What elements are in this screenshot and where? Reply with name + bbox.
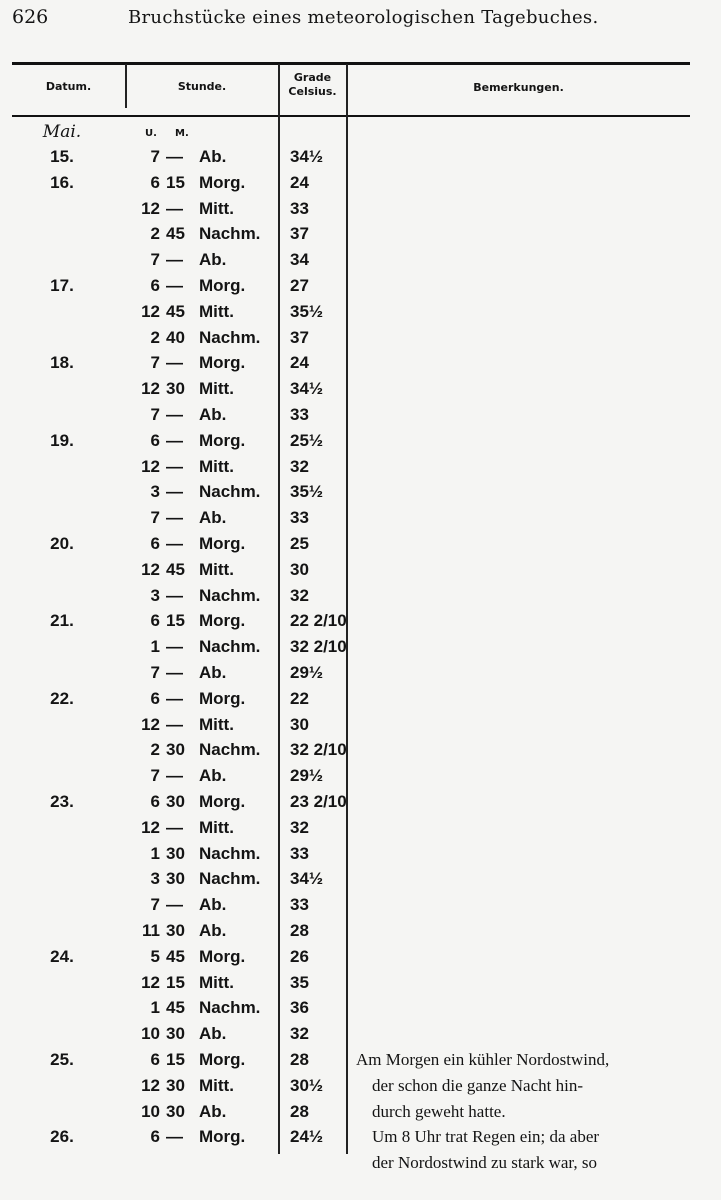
row-date: 21. (50, 611, 74, 631)
row-minute: 30 (166, 843, 185, 863)
row-daypart: Nachm. (199, 843, 261, 863)
row-remark: Am Morgen ein kühler Nordostwind, (356, 1050, 610, 1069)
row-temperature: 29½ (290, 766, 324, 786)
row-date: 19. (50, 430, 74, 450)
table-row (0, 328, 721, 354)
row-temperature: 34½ (290, 869, 324, 889)
table-row (0, 1127, 721, 1153)
header-grade-line2: Celsius. (288, 85, 337, 98)
row-daypart: Nachm. (199, 482, 261, 502)
row-temperature: 33 (290, 895, 309, 915)
row-minute: 30 (166, 921, 185, 940)
row-temperature: 33 (290, 198, 309, 218)
table-row (0, 766, 721, 792)
row-hour: 12 (141, 714, 160, 734)
row-hour: 1 (150, 843, 160, 863)
table-row (0, 973, 721, 999)
row-minute: 45 (166, 559, 185, 579)
header-grade-line1: Grade (293, 71, 332, 84)
row-hour: 6 (150, 1050, 160, 1069)
row-temperature: 33 (290, 843, 309, 863)
row-daypart: Ab. (199, 766, 227, 786)
table-row (0, 302, 721, 328)
row-daypart: Morg. (199, 1127, 246, 1147)
row-minute: — (166, 508, 183, 528)
row-daypart: Nachm. (199, 869, 261, 889)
row-hour: 12 (141, 817, 160, 837)
row-daypart: Mitt. (199, 972, 234, 992)
row-hour: 5 (150, 946, 160, 966)
row-daypart: Mitt. (199, 559, 234, 579)
table-row (0, 276, 721, 302)
row-remark: durch geweht hatte. (372, 1101, 506, 1121)
table-row (0, 637, 721, 663)
table-row (0, 482, 721, 508)
row-temperature: 30 (290, 714, 309, 734)
row-date: 22. (50, 688, 74, 708)
row-daypart: Mitt. (199, 817, 234, 837)
row-hour: 12 (141, 198, 160, 218)
row-temperature: 33 (290, 508, 309, 528)
row-hour: 3 (150, 869, 160, 889)
row-temperature: 30 (290, 559, 309, 579)
row-daypart: Nachm. (199, 740, 261, 760)
row-temperature: 28 (290, 1050, 309, 1069)
table-row (0, 586, 721, 612)
row-daypart: Ab. (199, 1024, 227, 1044)
row-hour: 12 (141, 559, 160, 579)
row-minute: — (166, 585, 183, 605)
row-minute: — (166, 637, 183, 657)
table-header-rule (12, 115, 690, 117)
row-hour: 10 (141, 1024, 160, 1044)
row-minute: — (166, 250, 183, 270)
row-daypart: Mitt. (199, 379, 234, 399)
month-label: Mai. (42, 122, 82, 142)
row-hour: 7 (150, 405, 160, 424)
table-row (0, 379, 721, 405)
row-temperature: 27 (290, 276, 309, 295)
header-stunde: Stunde. (177, 80, 227, 93)
table-row (0, 1076, 721, 1102)
row-hour: 7 (150, 895, 160, 915)
table-row (0, 869, 721, 895)
unit-minute: M. (175, 128, 189, 139)
row-temperature: 32 (290, 1024, 309, 1044)
row-daypart: Morg. (199, 611, 246, 631)
header-grade-celsius (279, 71, 346, 99)
row-daypart: Ab. (199, 921, 227, 940)
row-minute: 30 (166, 792, 185, 811)
row-minute: — (166, 895, 183, 915)
row-hour: 3 (150, 482, 160, 502)
table-row (0, 689, 721, 715)
table-row (0, 431, 721, 457)
row-temperature: 22 (290, 688, 309, 708)
row-hour: 6 (150, 430, 160, 450)
row-temperature: 32 2/10 (290, 637, 347, 657)
row-temperature: 29½ (290, 663, 324, 682)
units-row (0, 124, 721, 142)
row-date: 15. (50, 147, 74, 166)
row-minute: 30 (166, 1024, 185, 1044)
row-daypart: Ab. (199, 250, 227, 270)
row-temperature: 35½ (290, 482, 324, 502)
row-hour: 6 (150, 1127, 160, 1147)
row-hour: 1 (150, 637, 160, 657)
row-temperature: 25½ (290, 430, 324, 450)
row-temperature: 32 (290, 456, 309, 476)
row-daypart: Morg. (199, 534, 246, 553)
row-temperature: 32 (290, 585, 309, 605)
row-daypart: Nachm. (199, 637, 261, 657)
row-daypart: Morg. (199, 946, 246, 966)
row-hour: 6 (150, 792, 160, 811)
row-daypart: Mitt. (199, 198, 234, 218)
row-minute: 45 (166, 224, 185, 244)
row-minute: 15 (166, 611, 185, 631)
table-row (0, 457, 721, 483)
row-daypart: Morg. (199, 430, 246, 450)
table-row (0, 740, 721, 766)
row-hour: 7 (150, 766, 160, 786)
row-date: 16. (50, 172, 74, 192)
row-temperature: 34½ (290, 147, 324, 166)
row-hour: 12 (141, 379, 160, 399)
row-hour: 6 (150, 534, 160, 553)
row-date: 17. (50, 276, 74, 295)
row-hour: 12 (141, 301, 160, 321)
row-hour: 6 (150, 172, 160, 192)
row-remark: Um 8 Uhr trat Regen ein; da aber (372, 1127, 600, 1147)
row-hour: 7 (150, 663, 160, 682)
row-temperature: 36 (290, 998, 309, 1018)
row-daypart: Morg. (199, 276, 246, 295)
table-row (0, 1050, 721, 1076)
table-row (0, 792, 721, 818)
row-minute: — (166, 405, 183, 424)
table-row (0, 173, 721, 199)
row-daypart: Ab. (199, 895, 227, 915)
row-temperature: 26 (290, 946, 309, 966)
row-remark: der Nordostwind zu stark war, so (372, 1153, 597, 1173)
row-minute: 40 (166, 327, 185, 347)
row-minute: — (166, 482, 183, 502)
row-minute: — (166, 147, 183, 166)
row-minute: — (166, 430, 183, 450)
row-temperature: 37 (290, 327, 309, 347)
row-daypart: Morg. (199, 792, 246, 811)
row-minute: 45 (166, 998, 185, 1018)
row-daypart: Nachm. (199, 327, 261, 347)
row-minute: — (166, 456, 183, 476)
row-minute: 15 (166, 1050, 185, 1069)
row-hour: 7 (150, 250, 160, 270)
table-top-rule (12, 62, 690, 65)
row-hour: 2 (150, 740, 160, 760)
table-row (0, 405, 721, 431)
row-minute: 30 (166, 869, 185, 889)
header-datum: Datum. (45, 80, 92, 93)
table-row (0, 947, 721, 973)
row-temperature: 28 (290, 1101, 309, 1121)
row-temperature: 32 2/10 (290, 740, 347, 760)
row-hour: 6 (150, 276, 160, 295)
row-date: 20. (50, 534, 74, 553)
row-temperature: 37 (290, 224, 309, 244)
row-hour: 6 (150, 611, 160, 631)
row-hour: 12 (141, 456, 160, 476)
row-daypart: Mitt. (199, 301, 234, 321)
row-hour: 3 (150, 585, 160, 605)
row-temperature: 23 2/10 (290, 792, 347, 811)
row-minute: 15 (166, 172, 185, 192)
row-temperature: 24 (290, 353, 309, 373)
row-temperature: 28 (290, 921, 309, 940)
row-daypart: Morg. (199, 1050, 246, 1069)
row-daypart: Mitt. (199, 714, 234, 734)
header-bemerkungen: Bemerkungen. (473, 81, 564, 94)
row-minute: 45 (166, 946, 185, 966)
table-row (0, 560, 721, 586)
row-hour: 11 (142, 921, 160, 940)
table-row (0, 998, 721, 1024)
table-row (0, 1102, 721, 1128)
row-daypart: Morg. (199, 688, 246, 708)
row-temperature: 24½ (290, 1127, 324, 1147)
row-date: 23. (50, 792, 74, 811)
row-temperature: 32 (290, 817, 309, 837)
row-minute: — (166, 663, 183, 682)
row-hour: 7 (150, 353, 160, 373)
row-date: 18. (50, 353, 74, 373)
table-row (0, 147, 721, 173)
row-daypart: Mitt. (199, 456, 234, 476)
row-temperature: 22 2/10 (290, 611, 347, 631)
row-temperature: 25 (290, 534, 309, 553)
row-daypart: Ab. (199, 405, 227, 424)
row-minute: 30 (166, 1075, 185, 1095)
row-temperature: 30½ (290, 1075, 324, 1095)
row-hour: 12 (141, 972, 160, 992)
table-row (0, 224, 721, 250)
row-daypart: Ab. (199, 1101, 227, 1121)
row-hour: 7 (150, 508, 160, 528)
row-minute: — (166, 766, 183, 786)
row-minute: 30 (166, 740, 185, 760)
table-row (0, 508, 721, 534)
row-minute: 45 (166, 301, 185, 321)
row-minute: — (166, 353, 183, 373)
table-row (0, 1153, 721, 1179)
table-row (0, 250, 721, 276)
table-row (0, 534, 721, 560)
page-header (0, 0, 721, 40)
row-temperature: 35½ (290, 301, 324, 321)
row-temperature: 34 (290, 250, 309, 270)
table-row (0, 844, 721, 870)
row-minute: — (166, 1127, 183, 1147)
row-date: 24. (50, 946, 74, 966)
row-minute: — (166, 817, 183, 837)
row-temperature: 33 (290, 405, 309, 424)
row-daypart: Mitt. (199, 1075, 234, 1095)
row-temperature: 34½ (290, 379, 324, 399)
row-daypart: Nachm. (199, 585, 261, 605)
table-row (0, 663, 721, 689)
row-daypart: Morg. (199, 353, 246, 373)
row-minute: — (166, 276, 183, 295)
row-hour: 10 (141, 1101, 160, 1121)
row-hour: 2 (150, 327, 160, 347)
row-minute: — (166, 198, 183, 218)
row-temperature: 24 (290, 172, 309, 192)
row-daypart: Morg. (199, 172, 246, 192)
row-minute: 15 (166, 972, 185, 992)
running-title: Bruchstücke eines meteorologischen Tagebuches. (128, 7, 599, 28)
unit-hour: U. (145, 128, 157, 139)
row-minute: — (166, 534, 183, 553)
row-hour: 12 (141, 1075, 160, 1095)
row-date: 25. (50, 1050, 74, 1069)
row-date: 26. (50, 1127, 74, 1147)
row-daypart: Ab. (199, 663, 227, 682)
table-row (0, 895, 721, 921)
row-hour: 7 (150, 147, 160, 166)
table-row (0, 353, 721, 379)
row-hour: 6 (150, 688, 160, 708)
row-hour: 2 (150, 224, 160, 244)
row-daypart: Nachm. (199, 998, 261, 1018)
row-remark: der schon die ganze Nacht hin- (372, 1075, 583, 1095)
table-row (0, 611, 721, 637)
row-hour: 1 (150, 998, 160, 1018)
row-minute: 30 (166, 1101, 185, 1121)
row-daypart: Nachm. (199, 224, 261, 244)
table-row (0, 921, 721, 947)
table-row (0, 818, 721, 844)
row-daypart: Ab. (199, 147, 227, 166)
page-number: 626 (12, 6, 49, 28)
table-row (0, 1024, 721, 1050)
table-row (0, 199, 721, 225)
table-row (0, 715, 721, 741)
row-daypart: Ab. (199, 508, 227, 528)
row-temperature: 35 (290, 972, 309, 992)
row-minute: — (166, 688, 183, 708)
row-minute: — (166, 714, 183, 734)
row-minute: 30 (166, 379, 185, 399)
